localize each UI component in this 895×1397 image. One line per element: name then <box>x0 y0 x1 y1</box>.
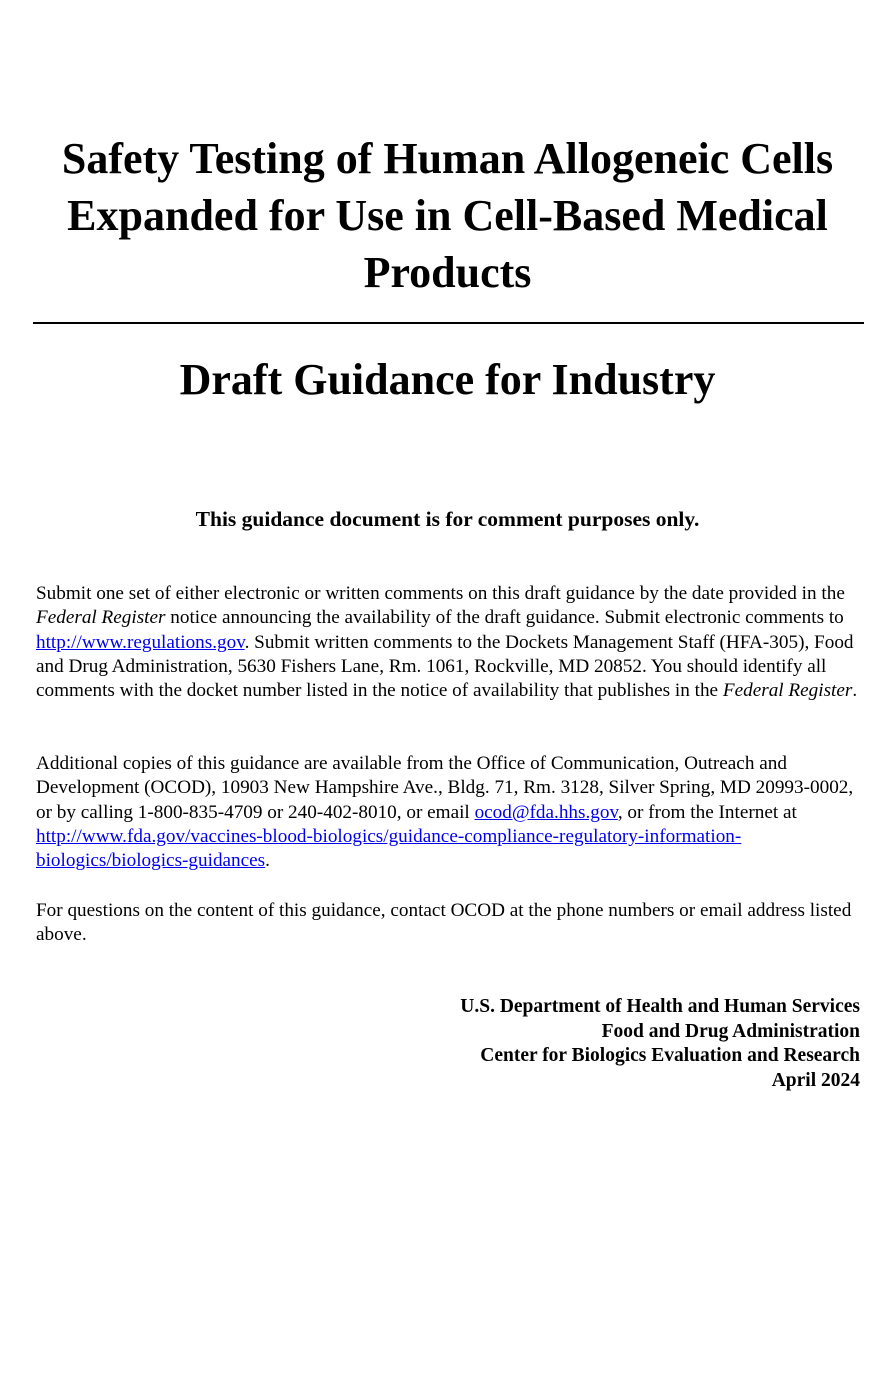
fda-guidances-link[interactable]: http://www.fda.gov/vaccines-blood-biologics/guidance-compliance-regulatory-information-biologics/biologics-guidances <box>36 825 742 872</box>
submit-comments-paragraph <box>36 582 866 703</box>
comment-purpose-notice: This guidance document is for comment purposes only. <box>195 507 700 531</box>
paragraph-text: Additional copies of this guidance are available from the Office of Communication, Outreach and Development (OCOD), 10903 New Hampshire Ave., Bldg. 71, Rm. 3128, Silver Spring, MD 20993-0002, or by calling 1-800-835-4709 or 240-402-8010, or email <box>36 753 854 823</box>
federal-register-emphasis: Federal Register <box>36 607 166 629</box>
agency-name: Food and Drug Administration <box>601 1020 860 1042</box>
paragraph-text: notice announcing the availability of the draft guidance. Submit electronic comments to <box>165 607 844 629</box>
additional-copies-paragraph <box>36 752 866 873</box>
paragraph-text: . Submit written comments to the Dockets Management Staff (HFA-305), Food and Drug Administration, 5630 Fishers Lane, Rm. 1061, Rockville, MD 20852. You should identify all comments with the docket number listed in the notice of availability that publishes in the <box>36 631 854 702</box>
issuing-agency-block <box>460 995 860 1093</box>
title-divider <box>33 322 864 324</box>
paragraph-text: , or from the Internet at <box>617 801 797 823</box>
regulations-gov-link[interactable]: http://www.regulations.gov <box>36 631 245 653</box>
federal-register-emphasis: Federal Register <box>722 680 853 702</box>
paragraph-text: . <box>852 680 858 702</box>
document-subtitle: Draft Guidance for Industry <box>179 355 716 404</box>
issue-date: April 2024 <box>771 1069 860 1091</box>
paragraph-text: . <box>265 850 270 872</box>
department-name: U.S. Department of Health and Human Services <box>460 996 860 1017</box>
questions-paragraph: For questions on the content of this guidance, contact OCOD at the phone numbers or email address listed above. <box>36 900 852 946</box>
paragraph-text: Submit one set of either electronic or written comments on this draft guidance by the date provided in the <box>36 583 845 604</box>
ocod-email-link[interactable]: ocod@fda.hhs.gov <box>474 801 618 823</box>
center-name: Center for Biologics Evaluation and Research <box>480 1045 860 1066</box>
document-title: Safety Testing of Human Allogeneic Cells Expanded for Use in Cell-Based Medical Products <box>61 134 834 297</box>
